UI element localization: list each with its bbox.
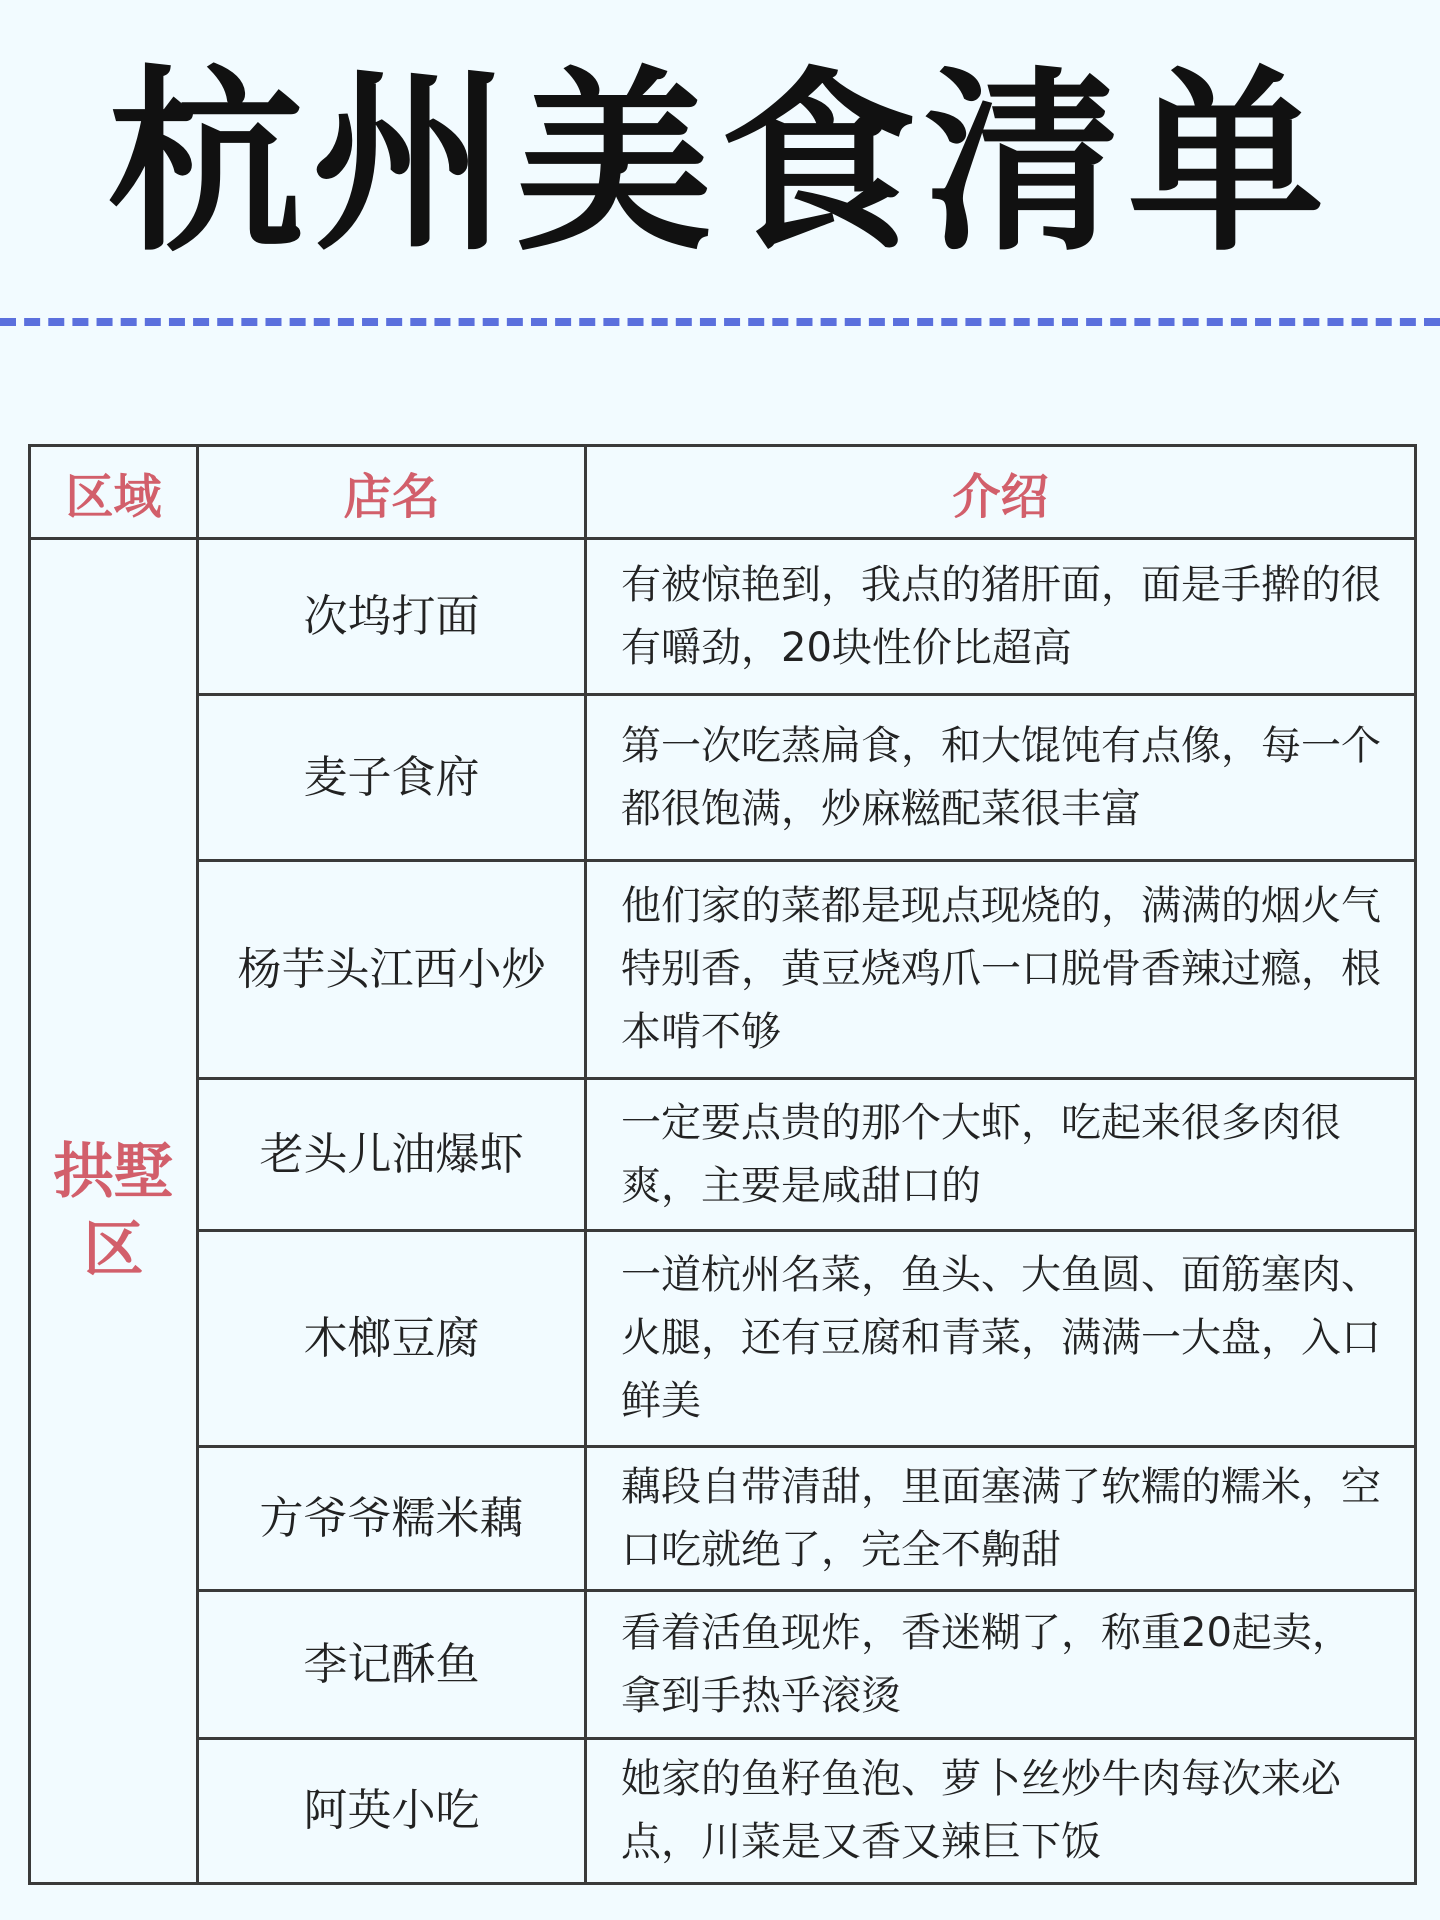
shop-intro: 他们家的菜都是现点现烧的，满满的烟火气特别香，黄豆烧鸡爪一口脱骨香辣过瘾，根本啃不够 xyxy=(586,861,1416,1079)
table-row xyxy=(30,1231,1416,1447)
shop-name: 老头儿油爆虾 xyxy=(198,1079,586,1231)
table-header-row xyxy=(30,446,1416,539)
food-list-table xyxy=(28,444,1417,1885)
region-cell: 拱墅区 xyxy=(30,539,198,1884)
header-shop: 店名 xyxy=(198,446,586,539)
header-region: 区域 xyxy=(30,446,198,539)
shop-name: 麦子食府 xyxy=(198,695,586,861)
table-row xyxy=(30,1447,1416,1591)
shop-name: 方爷爷糯米藕 xyxy=(198,1447,586,1591)
dashed-divider xyxy=(0,318,1440,326)
shop-intro: 藕段自带清甜，里面塞满了软糯的糯米，空口吃就绝了，完全不齁甜 xyxy=(586,1447,1416,1591)
shop-name: 阿英小吃 xyxy=(198,1739,586,1884)
shop-intro: 一定要点贵的那个大虾，吃起来很多肉很爽，主要是咸甜口的 xyxy=(586,1079,1416,1231)
header-intro: 介绍 xyxy=(586,446,1416,539)
shop-intro: 她家的鱼籽鱼泡、萝卜丝炒牛肉每次来必点，川菜是又香又辣巨下饭 xyxy=(586,1739,1416,1884)
table-row xyxy=(30,539,1416,695)
table-row xyxy=(30,1591,1416,1739)
table-row xyxy=(30,861,1416,1079)
table-row xyxy=(30,695,1416,861)
table-row xyxy=(30,1079,1416,1231)
shop-intro: 有被惊艳到，我点的猪肝面，面是手擀的很有嚼劲，20块性价比超高 xyxy=(586,539,1416,695)
shop-intro: 第一次吃蒸扁食，和大馄饨有点像，每一个都很饱满，炒麻糍配菜很丰富 xyxy=(586,695,1416,861)
table-row xyxy=(30,1739,1416,1884)
shop-name: 次坞打面 xyxy=(198,539,586,695)
shop-name: 杨芋头江西小炒 xyxy=(198,861,586,1079)
page-title: 杭州美食清单 xyxy=(107,48,1332,278)
shop-name: 李记酥鱼 xyxy=(198,1591,586,1739)
shop-intro: 看着活鱼现炸，香迷糊了，称重20起卖，拿到手热乎滚烫 xyxy=(586,1591,1416,1739)
shop-name: 木榔豆腐 xyxy=(198,1231,586,1447)
shop-intro: 一道杭州名菜，鱼头、大鱼圆、面筋塞肉、火腿，还有豆腐和青菜，满满一大盘，入口鲜美 xyxy=(586,1231,1416,1447)
